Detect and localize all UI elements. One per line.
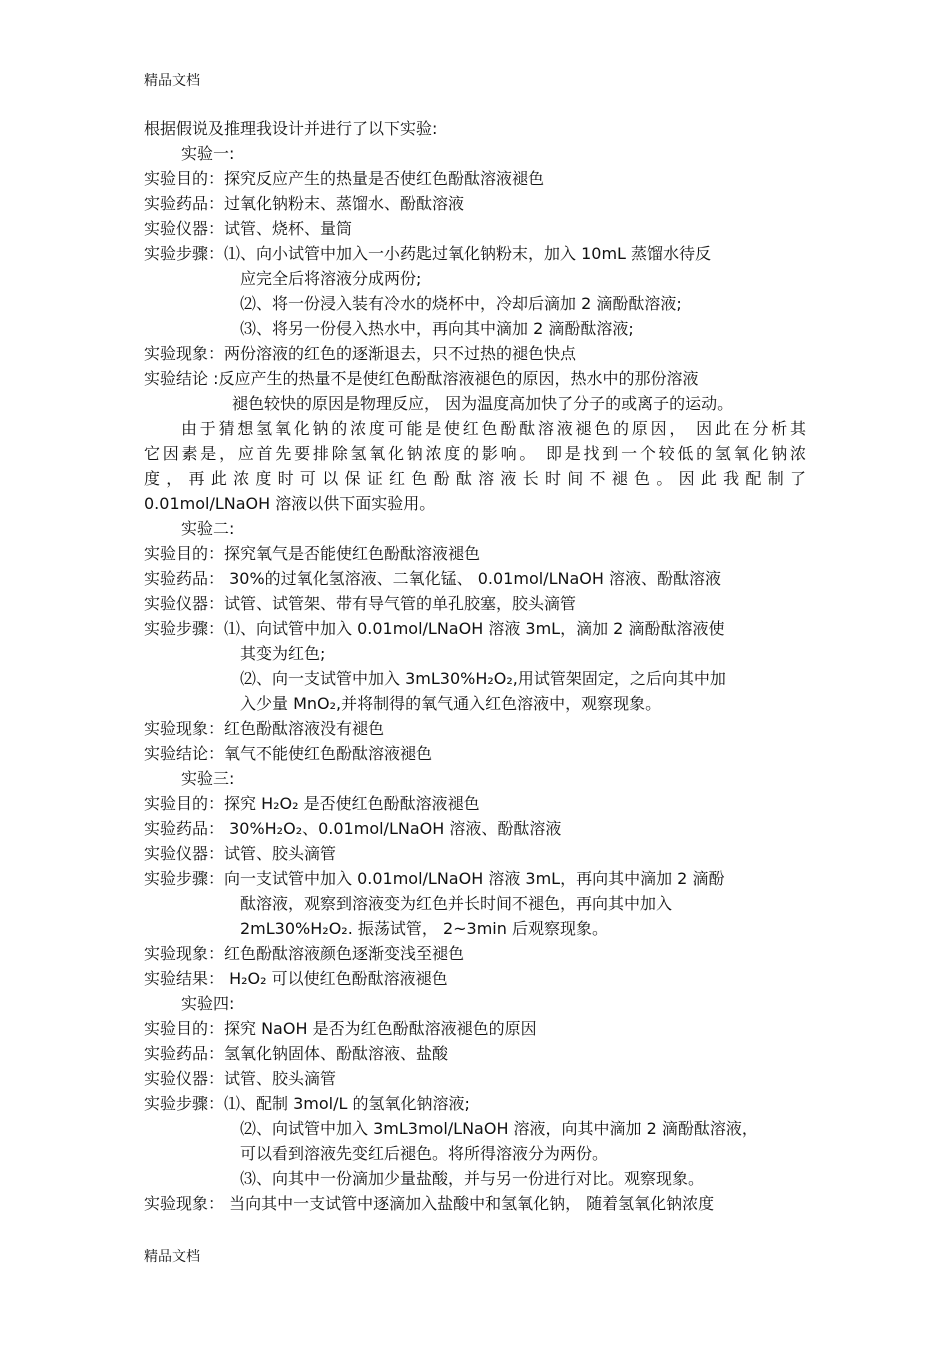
text-line: 它因素是，应首先要排除氢氧化钠浓度的影响。 即是找到一个较低的氢氧化钠浓: [144, 444, 806, 463]
text-line: ⑵、向一支试管中加入 3mL30%H₂O₂,用试管架固定，之后向其中加: [240, 669, 726, 688]
text-line: 实验现象：红色酚酞溶液没有褪色: [144, 719, 385, 738]
text-line: 实验目的：探究 NaOH 是否为红色酚酞溶液褪色的原因: [144, 1019, 537, 1038]
text-line: 实验目的：探究氧气是否能使红色酚酞溶液褪色: [144, 544, 481, 563]
text-line: 酞溶液，观察到溶液变为红色并长时间不褪色，再向其中加入: [240, 894, 673, 913]
text-line: 2mL30%H₂O₂. 振荡试管， 2~3min 后观察现象。: [240, 919, 608, 938]
text-line: 实验二:: [181, 519, 235, 538]
text-line: 实验药品： 30%的过氧化氢溶液、二氧化锰、 0.01mol/LNaOH 溶液、酚酞溶液: [144, 569, 721, 588]
text-line: 实验结果： H₂O₂ 可以使红色酚酞溶液褪色: [144, 969, 448, 988]
text-line: 实验结论：氧气不能使红色酚酞溶液褪色: [144, 744, 433, 763]
text-line: 实验仪器：试管、胶头滴管: [144, 844, 337, 863]
text-line: 0.01mol/LNaOH 溶液以供下面实验用。: [144, 494, 436, 513]
text-line: 根据假说及推理我设计并进行了以下实验:: [144, 119, 438, 138]
text-line: 由于猜想氢氧化钠的浓度可能是使红色酚酞溶液褪色的原因， 因此在分析其: [181, 419, 806, 438]
text-line: 可以看到溶液先变红后褪色。将所得溶液分为两份。: [240, 1144, 609, 1163]
text-line: 实验仪器：试管、试管架、带有导气管的单孔胶塞，胶头滴管: [144, 594, 577, 613]
text-line: 实验现象：红色酚酞溶液颜色逐渐变浅至褪色: [144, 944, 465, 963]
text-line: 实验结论 :反应产生的热量不是使红色酚酞溶液褪色的原因，热水中的那份溶液: [144, 369, 699, 388]
text-line: ⑶、向其中一份滴加少量盐酸，并与另一份进行对比。观察现象。: [240, 1169, 705, 1188]
text-line: 实验药品：过氧化钠粉末、蒸馏水、酚酞溶液: [144, 194, 465, 213]
text-line: ⑵、向试管中加入 3mL3mol/LNaOH 溶液，向其中滴加 2 滴酚酞溶液，: [240, 1119, 758, 1138]
page-header: 精品文档: [144, 73, 200, 89]
text-line: 实验步骤：⑴、向试管中加入 0.01mol/LNaOH 溶液 3mL，滴加 2 滴酚酞溶液使: [144, 619, 725, 638]
text-line: 实验仪器：试管、胶头滴管: [144, 1069, 337, 1088]
text-line: 实验步骤：⑴、配制 3mol/L 的氢氧化钠溶液;: [144, 1094, 470, 1113]
text-line: 度，再此浓度时可以保证红色酚酞溶液长时间不褪色。因此我配制了: [144, 469, 806, 488]
text-line: 实验步骤：向一支试管中加入 0.01mol/LNaOH 溶液 3mL，再向其中滴加 2 滴酚: [144, 869, 725, 888]
text-line: 实验四:: [181, 994, 235, 1013]
text-line: 入少量 MnO₂,并将制得的氧气通入红色溶液中，观察现象。: [240, 694, 662, 713]
text-line: 实验目的：探究 H₂O₂ 是否使红色酚酞溶液褪色: [144, 794, 480, 813]
text-line: 实验一:: [181, 144, 235, 163]
text-line: ⑵、将一份浸入装有冷水的烧杯中，冷却后滴加 2 滴酚酞溶液;: [240, 294, 682, 313]
text-line: 其变为红色;: [240, 644, 326, 663]
text-line: 实验现象： 当向其中一支试管中逐滴加入盐酸中和氢氧化钠， 随着氢氧化钠浓度: [144, 1194, 715, 1213]
text-line: 应完全后将溶液分成两份;: [240, 269, 422, 288]
text-line: 实验目的：探究反应产生的热量是否使红色酚酞溶液褪色: [144, 169, 545, 188]
text-line: 实验现象：两份溶液的红色的逐渐退去，只不过热的褪色快点: [144, 344, 577, 363]
text-line: 实验三:: [181, 769, 235, 788]
text-line: 实验药品：氢氧化钠固体、酚酞溶液、盐酸: [144, 1044, 449, 1063]
page-footer: 精品文档: [144, 1249, 200, 1265]
text-line: 实验步骤：⑴、向小试管中加入一小药匙过氧化钠粉末，加入 10mL 蒸馏水待反: [144, 244, 712, 263]
text-line: 褪色较快的原因是物理反应， 因为温度高加快了分子的或离子的运动。: [232, 394, 734, 413]
text-line: 实验仪器：试管、烧杯、量筒: [144, 219, 353, 238]
text-line: 实验药品： 30%H₂O₂、0.01mol/LNaOH 溶液、酚酞溶液: [144, 819, 562, 838]
text-line: ⑶、将另一份侵入热水中，再向其中滴加 2 滴酚酞溶液;: [240, 319, 634, 338]
